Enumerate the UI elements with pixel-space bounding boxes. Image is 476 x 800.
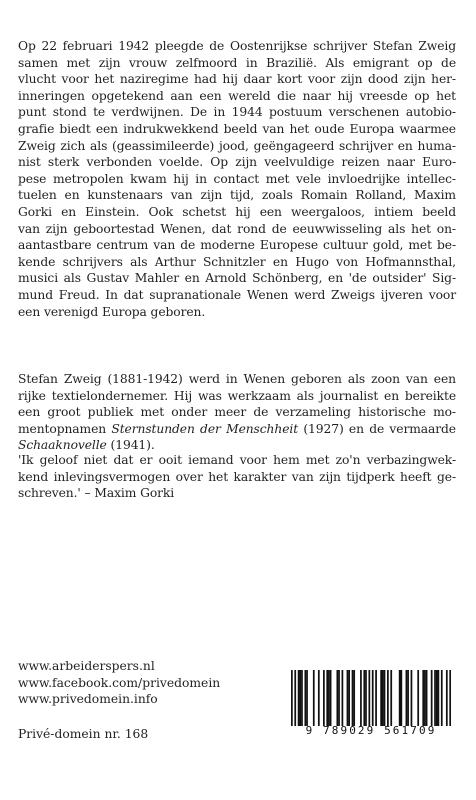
- text-line: kende schrijvers als Arthur Schnitzler en Hugo von Hofmannsthal,: [18, 254, 456, 269]
- barcode-bar: [306, 670, 308, 726]
- barcode-bar: [436, 670, 438, 726]
- author-bio-paragraph: [18, 371, 456, 454]
- barcode-bar: [294, 670, 296, 726]
- text-line: Stefan Zweig (1881-1942) werd in Wenen geboren als zoon van een: [18, 372, 456, 386]
- barcode-bar: [326, 670, 328, 726]
- barcode-bar: [352, 670, 354, 726]
- barcode-bar: [360, 670, 362, 726]
- quote-paragraph: [18, 452, 456, 502]
- book-title: Schaaknovelle: [18, 438, 107, 453]
- barcode-bar: [380, 670, 382, 726]
- series-number: Privé-domein nr. 168: [18, 727, 149, 741]
- barcode-bar: [301, 670, 303, 726]
- barcode-bar: [299, 670, 301, 726]
- barcode-bar: [365, 670, 367, 726]
- text-fragment: (1941).: [106, 438, 155, 453]
- barcode-digits: 9 789029 561709: [305, 724, 437, 737]
- barcode-bar: [323, 670, 325, 726]
- text-line: vlucht voor het naziregime had hij daar kort voor zijn dood zijn her-: [18, 72, 456, 87]
- barcode-bar: [406, 670, 408, 726]
- text-line: [18, 421, 456, 438]
- barcode-bar: [318, 670, 320, 726]
- text-line: inneringen opgetekend aan een wereld die naar hij vreesde op het: [18, 88, 456, 103]
- text-line: punt stond te verdwijnen. De in 1944 postuum verschenen autobio-: [18, 105, 456, 120]
- barcode-bar: [434, 670, 436, 726]
- barcode-bar: [338, 670, 340, 726]
- barcode-bar: [431, 670, 433, 726]
- text-line: een verenigd Europa geboren.: [18, 304, 206, 319]
- text-line: rijke textielondernemer. Hij was werkzaam als journalist en bereikte: [18, 388, 456, 403]
- publisher-links: [18, 658, 220, 708]
- text-line: Op 22 februari 1942 pleegde de Oostenrijkse schrijver Stefan Zweig: [18, 39, 456, 53]
- barcode-bar: [372, 670, 374, 726]
- barcode-bars: [291, 670, 451, 726]
- text-line: schreven.' – Maxim Gorki: [18, 486, 175, 501]
- text-line: Zweig zich als (geassimileerde) jood, geëngageerd schrijver en huma-: [18, 138, 456, 153]
- facebook-link[interactable]: www.facebook.com/privedomein: [18, 675, 221, 690]
- barcode-bar: [449, 670, 451, 726]
- barcode-bar: [348, 670, 350, 726]
- barcode-bar: [382, 670, 384, 726]
- barcode-bar: [336, 670, 338, 726]
- barcode-bar: [411, 670, 413, 726]
- barcode-bar: [400, 670, 402, 726]
- barcode-bar: [417, 670, 419, 726]
- text-line: kend inlevingsvermogen over het karakter van zijn tijdperk heeft ge-: [18, 469, 456, 484]
- text-line: tuelen en kunstenaars van zijn tijd, zoals Romain Rolland, Maxim: [18, 188, 456, 203]
- barcode-bar: [390, 670, 392, 726]
- text-fragment: mentopnamen: [18, 421, 112, 436]
- website-link[interactable]: www.arbeiderspers.nl: [18, 659, 155, 673]
- barcode-bar: [438, 670, 440, 726]
- barcode-bar: [384, 670, 386, 726]
- barcode-bar: [422, 670, 424, 726]
- barcode-bar: [375, 670, 377, 726]
- barcode-bar: [353, 670, 355, 726]
- text-line: grafie biedt een indrukwekkend beeld van het oude Europa waarmee: [18, 121, 456, 136]
- barcode-bar: [407, 670, 409, 726]
- barcode-bar: [328, 670, 330, 726]
- text-line: Gorki en Einstein. Ook schetst hij een weergaloos, intiem beeld: [18, 204, 456, 219]
- text-line: samen met zijn vrouw zelfmoord in Brazilië. Als emigrant op de: [18, 55, 456, 70]
- text-line: mund Freud. In dat supranationale Wenen werd Zweigs ijveren voor: [18, 287, 456, 302]
- website-link[interactable]: www.privedomein.info: [18, 692, 158, 706]
- text-line: pese metropolen kwam hij in contact met vele invloedrijke intellec-: [18, 171, 456, 186]
- book-title: Sternstunden der Menschheit: [111, 421, 299, 436]
- text-line: van zijn geboortestad Wenen, dat rond de eeuwwisseling als het on-: [18, 221, 456, 236]
- text-line: een groot publiek met onder meer de verzameling historische mo-: [18, 405, 456, 420]
- summary-text: [18, 38, 456, 320]
- barcode-bar: [313, 670, 315, 726]
- barcode-bar: [424, 670, 426, 726]
- barcode-bar: [342, 670, 344, 726]
- barcode-bar: [368, 670, 370, 726]
- text-line: aantastbare centrum van de moderne Europese cultuur gold, met be-: [18, 238, 456, 253]
- quote-text: [18, 452, 456, 502]
- text-line: musici als Gustav Mahler en Arnold Schönberg, en 'de outsider' Sig-: [18, 271, 456, 286]
- author-bio-text: [18, 371, 456, 454]
- barcode-bar: [363, 670, 365, 726]
- text-line: nist sterk verbonden voelde. Op zijn veelvuldige reizen naar Euro-: [18, 155, 456, 170]
- barcode-bar: [426, 670, 428, 726]
- barcode-bar: [441, 670, 443, 726]
- barcode-bar: [291, 670, 293, 726]
- text-fragment: (1927) en de vermaarde: [298, 421, 456, 436]
- barcode-bar: [304, 670, 306, 726]
- isbn-barcode: [283, 666, 459, 742]
- text-line: 'Ik geloof niet dat er ooit iemand voor hem met zo'n verbazingwek-: [18, 453, 456, 467]
- summary-paragraph: [18, 38, 456, 320]
- barcode-bar: [298, 670, 300, 726]
- barcode-bar: [399, 670, 401, 726]
- barcode-bar: [347, 670, 349, 726]
- barcode-bar: [330, 670, 332, 726]
- barcode-bar: [446, 670, 448, 726]
- barcode-bar: [387, 670, 389, 726]
